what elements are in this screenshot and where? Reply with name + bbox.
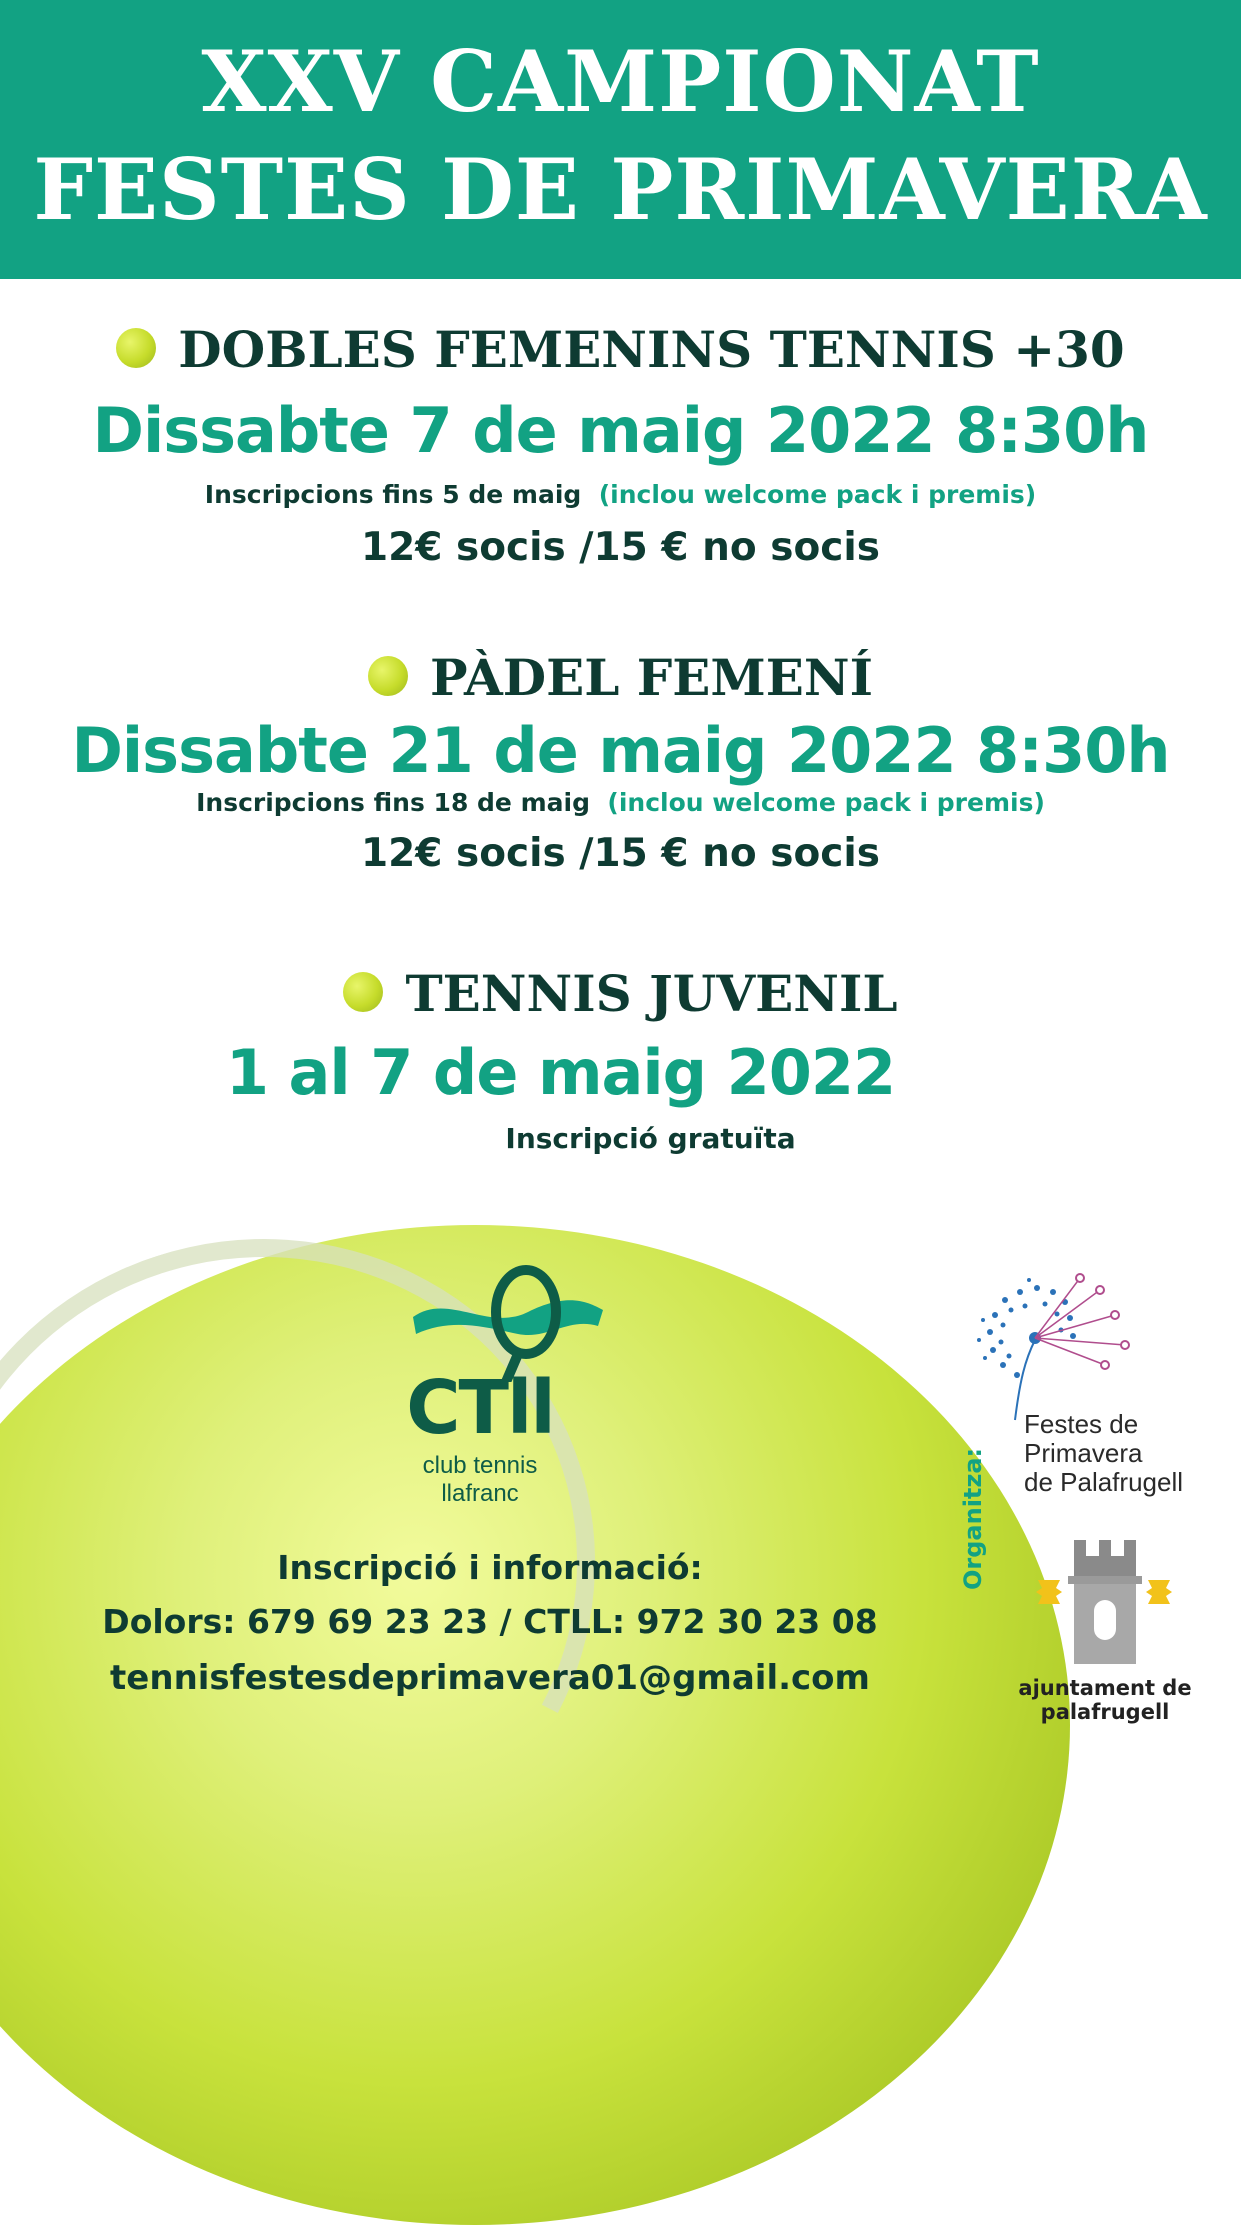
club-name-line1: club tennis	[422, 1452, 538, 1479]
event-3-registration: Inscripció gratuïta	[505, 1122, 796, 1155]
ajuntament-line2: palafrugell	[1040, 1700, 1170, 1724]
club-logo-letters: CTll	[406, 1365, 554, 1451]
contact-heading: Inscripció i informació:	[277, 1548, 703, 1587]
tennis-ball-icon	[343, 972, 383, 1012]
header-title-line1: XXV CAMPIONAT	[201, 32, 1040, 131]
contact-phones: Dolors: 679 69 23 23 / CTLL: 972 30 23 08	[102, 1602, 878, 1641]
event-2-title	[0, 648, 1241, 708]
event-1-includes: (inclou welcome pack i premis)	[598, 480, 1037, 509]
event-2-includes: (inclou welcome pack i premis)	[607, 788, 1045, 817]
club-tennis-llafranc-logo-icon	[408, 1262, 608, 1382]
event-2-registration	[0, 786, 1241, 820]
contact-email: tennisfestesdeprimavera01@gmail.com	[110, 1658, 870, 1698]
event-2-registration-deadline: Inscripcions fins 18 de maig	[196, 788, 590, 817]
event-1-title-text: DOBLES FEMENINS TENNIS +30	[178, 320, 1125, 379]
event-3-title-text: TENNIS JUVENIL	[405, 964, 898, 1023]
event-2-price: 12€ socis /15 € no socis	[361, 831, 880, 876]
ajuntament-castle-icon	[1030, 1540, 1180, 1670]
event-1-date: Dissabte 7 de maig 2022 8:30h	[92, 394, 1149, 467]
event-2-date: Dissabte 21 de maig 2022 8:30h	[71, 714, 1170, 787]
tennis-ball-icon	[116, 328, 156, 368]
club-name-line2: llafranc	[441, 1480, 519, 1507]
festes-logo-line3: de Palafrugell	[1024, 1467, 1183, 1497]
ajuntament-line1: ajuntament de	[1018, 1676, 1192, 1700]
event-3-date: 1 al 7 de maig 2022	[225, 1036, 896, 1109]
event-1-title	[0, 320, 1241, 380]
event-2-title-text: PÀDEL FEMENÍ	[430, 648, 873, 707]
organitza-label: Organitza:	[959, 1447, 987, 1590]
event-1-registration-deadline: Inscripcions fins 5 de maig	[204, 480, 582, 509]
event-1-price: 12€ socis /15 € no socis	[361, 525, 880, 570]
event-1-registration	[0, 478, 1241, 512]
header-title-line2: FESTES DE PRIMAVERA	[33, 140, 1208, 239]
dandelion-icon	[965, 1270, 1140, 1430]
event-3-title	[0, 964, 1241, 1024]
tennis-ball-icon	[368, 656, 408, 696]
festes-logo-line1: Festes de	[1024, 1409, 1139, 1439]
header-banner	[0, 0, 1241, 279]
festes-logo-line2: Primavera	[1024, 1438, 1143, 1468]
